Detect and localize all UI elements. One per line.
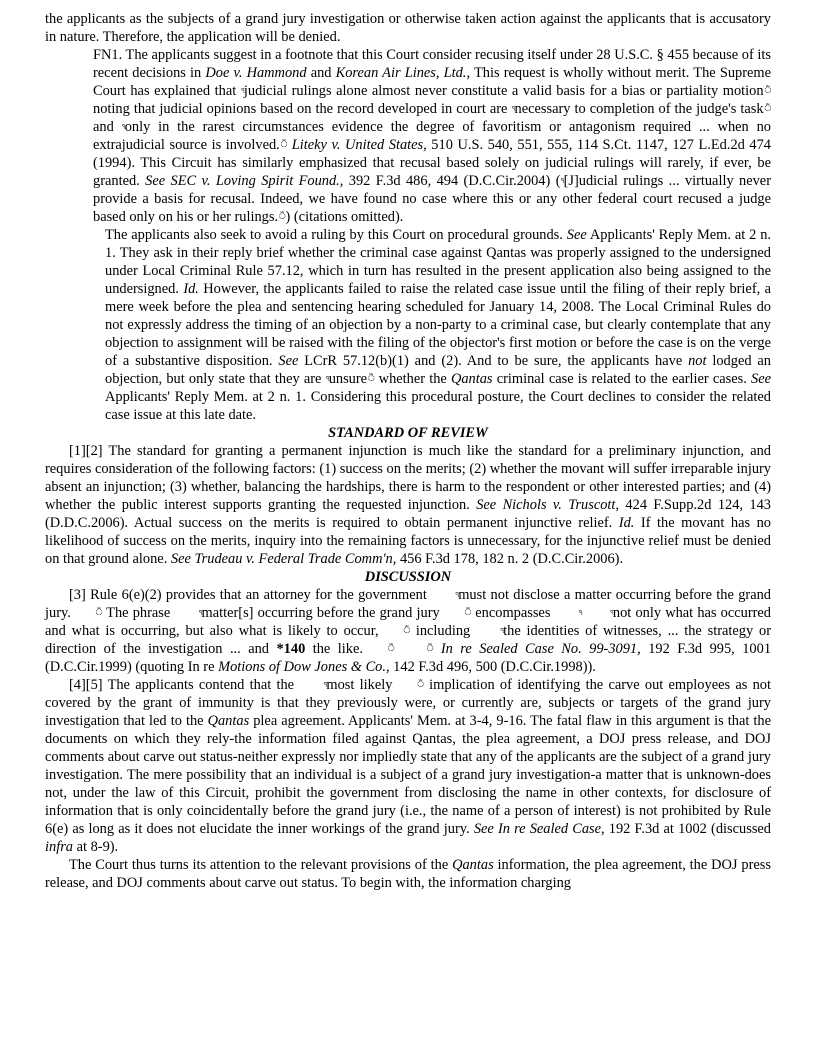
open-quote-glyph: ঀ (578, 608, 582, 618)
open-quote-glyph: ঀ (500, 626, 504, 636)
open-quote-glyph: ঀ (560, 176, 564, 186)
open-quote-glyph: ঀ (455, 590, 459, 600)
close-quote-glyph: ঁ (367, 374, 375, 384)
close-quote-glyph: ঁ (463, 608, 472, 618)
heading-standard-of-review: STANDARD OF REVIEW (328, 425, 488, 441)
paragraph-continuation: the applicants as the subjects of a grand jury investigation or otherwise taken action against the applicants that is accusatory in nature. Therefore, the application will be denied. (45, 11, 771, 45)
paragraph-procedural: The applicants also seek to avoid a ruling by this Court on procedural grounds. See Applicants' Reply Mem. at 2 n. 1. They ask in their reply brief whether the criminal case against Qantas was properly assigned to the undersigned under Local Criminal Rule 57.12, which in turn has resulted in the present application also being assigned to the undersigned. Id. However, the applicants failed to raise the related case issue until the filing of their reply brief, a mere week before the plea and sentencing hearing scheduled for January 14, 2008. The Local Criminal Rules do not expressly address the timing of an objection by a non-party to a criminal case, but clearly contemplate that any objection to assignment will be raised with the filing of the objector's first motion or before the case is on the verge of a substantive disposition. See LCrR 57.12(b)(1) and (2). And to be sure, the applicants have not lodged an objection, but only state that they are ঀunsureঁ whether the Qantas criminal case is related to the earlier cases. See Applicants' Reply Mem. at 2 n. 1. Considering this procedural posture, the Court declines to consider the related case issue at this late date. (105, 227, 771, 423)
open-quote-glyph: ঀ (511, 104, 515, 114)
close-quote-glyph: ঁ (94, 608, 103, 618)
close-quote-glyph: ঁ (402, 626, 411, 636)
open-quote-glyph: ঀ (609, 608, 613, 618)
paragraph-applicants-contend: [4][5] The applicants contend that the ঀmost likely ঁ implication of identifying the carve out employees as not covered by the grant of immunity is that they previously were, or currently are, subjects or targets of the grand jury investigation that led to the Qantas plea agreement. Applicants' Mem. at 3-4, 9-16. The fatal flaw in this argument is that the documents on which they rely-the information filed against Qantas, the plea agreement, a DOJ press release, and DOJ comments about carve out status-neither expressly nor impliedly state that any of the applicants are the subject of a grand jury investigation. The mere possibility that an individual is a subject of a grand jury investigation-a matter that is unknown-does not, under the law of this Circuit, prohibit the government from disclosing the name in other contexts, for disclosure of information that is only coincidentally before the grand jury (i.e., the name of a person of interest) is not prohibited by Rule 6(e) as long as it does not elucidate the inner workings of the grand jury. See In re Sealed Case, 192 F.3d at 1002 (discussed infra at 8-9). (45, 677, 771, 855)
close-quote-glyph: ঁ (763, 104, 771, 114)
open-quote-glyph: ঀ (325, 374, 329, 384)
close-quote-glyph: ঁ (416, 680, 424, 690)
close-quote-glyph: ঁ (763, 86, 772, 96)
paragraph-court-turns: The Court thus turns its attention to the relevant provisions of the Qantas information, the plea agreement, the DOJ press release, and DOJ comments about carve out status. To begin with, the information charging (45, 857, 771, 891)
paragraph-rule-6e: [3] Rule 6(e)(2) provides that an attorney for the government ঀmust not disclose a matter occurring before the grand jury. ঁ The phrase ঀmatter[s] occurring before the grand jury ঁ encompasses ঀ ঀnot only what has occurred and what is occurring, but also what is likely to occur, ঁ including ঀthe identities of witnesses, ... the strategy or direction of the investigation ... and *140 the like. ঁ ঁ In re Sealed Case No. 99-3091, 192 F.3d 995, 1001 (D.C.Cir.1999) (quoting In re Motions of Dow Jones & Co., 142 F.3d 496, 500 (D.C.Cir.1998)). (45, 587, 772, 675)
open-quote-glyph: ঀ (121, 122, 125, 132)
close-quote-glyph: ঁ (386, 644, 395, 654)
footnote-fn1: FN1. The applicants suggest in a footnote that this Court consider recusing itself under 28 U.S.C. § 455 because of its recent decisions in Doe v. Hammond and Korean Air Lines, Ltd., This request is wholly without merit. The Supreme Court has explained that ঀjudicial rulings alone almost never constitute a valid basis for a bias or partiality motionঁ noting that judicial opinions based on the record developed in court are ঀnecessary to completion of the judge's taskঁ and ঀonly in the rarest circumstances evidence the degree of favoritism or antagonism required ... when no extrajudicial source is involved.ঁ Liteky v. United States, 510 U.S. 540, 551, 555, 114 S.Ct. 1147, 127 L.Ed.2d 474 (1994). This Circuit has similarly emphasized that recusal based solely on judicial rulings will rarely, if ever, be granted. See SEC v. Loving Spirit Found., 392 F.3d 486, 494 (D.C.Cir.2004) (ঀ[J]udicial rulings ... virtually never provide a basis for recusal. Indeed, we have found no case where this or any other federal court recused a judge based only on his or her rulings.ঁ) (citations omitted). (93, 47, 772, 225)
close-quote-glyph: ঁ (425, 644, 434, 654)
heading-discussion: DISCUSSION (364, 569, 452, 585)
open-quote-glyph: ঀ (323, 680, 327, 690)
open-quote-glyph: ঀ (198, 608, 202, 618)
paragraph-standard: [1][2] The standard for granting a permanent injunction is much like the standard for a preliminary injunction, and requires consideration of the following factors: (1) success on the merits; (2) whether the movant will suffer irreparable injury absent an injunction; (3) whether, balancing the hardships, there is harm to the respondent or other interested parties; and (4) whether the public interest supports granting the requested injunction. See Nichols v. Truscott, 424 F.Supp.2d 124, 143 (D.D.C.2006). Actual success on the merits is required to obtain permanent injunctive relief. Id. If the movant has no likelihood of success on the merits, inquiry into the remaining factors is unnecessary, for the injunctive relief must be denied on that ground alone. See Trudeau v. Federal Trade Comm'n, 456 F.3d 178, 182 n. 2 (D.C.Cir.2006). (45, 443, 771, 567)
close-quote-glyph: ঁ (278, 212, 286, 222)
document-page (45, 10, 771, 892)
open-quote-glyph: ঀ (240, 86, 244, 96)
close-quote-glyph: ঁ (279, 140, 288, 150)
